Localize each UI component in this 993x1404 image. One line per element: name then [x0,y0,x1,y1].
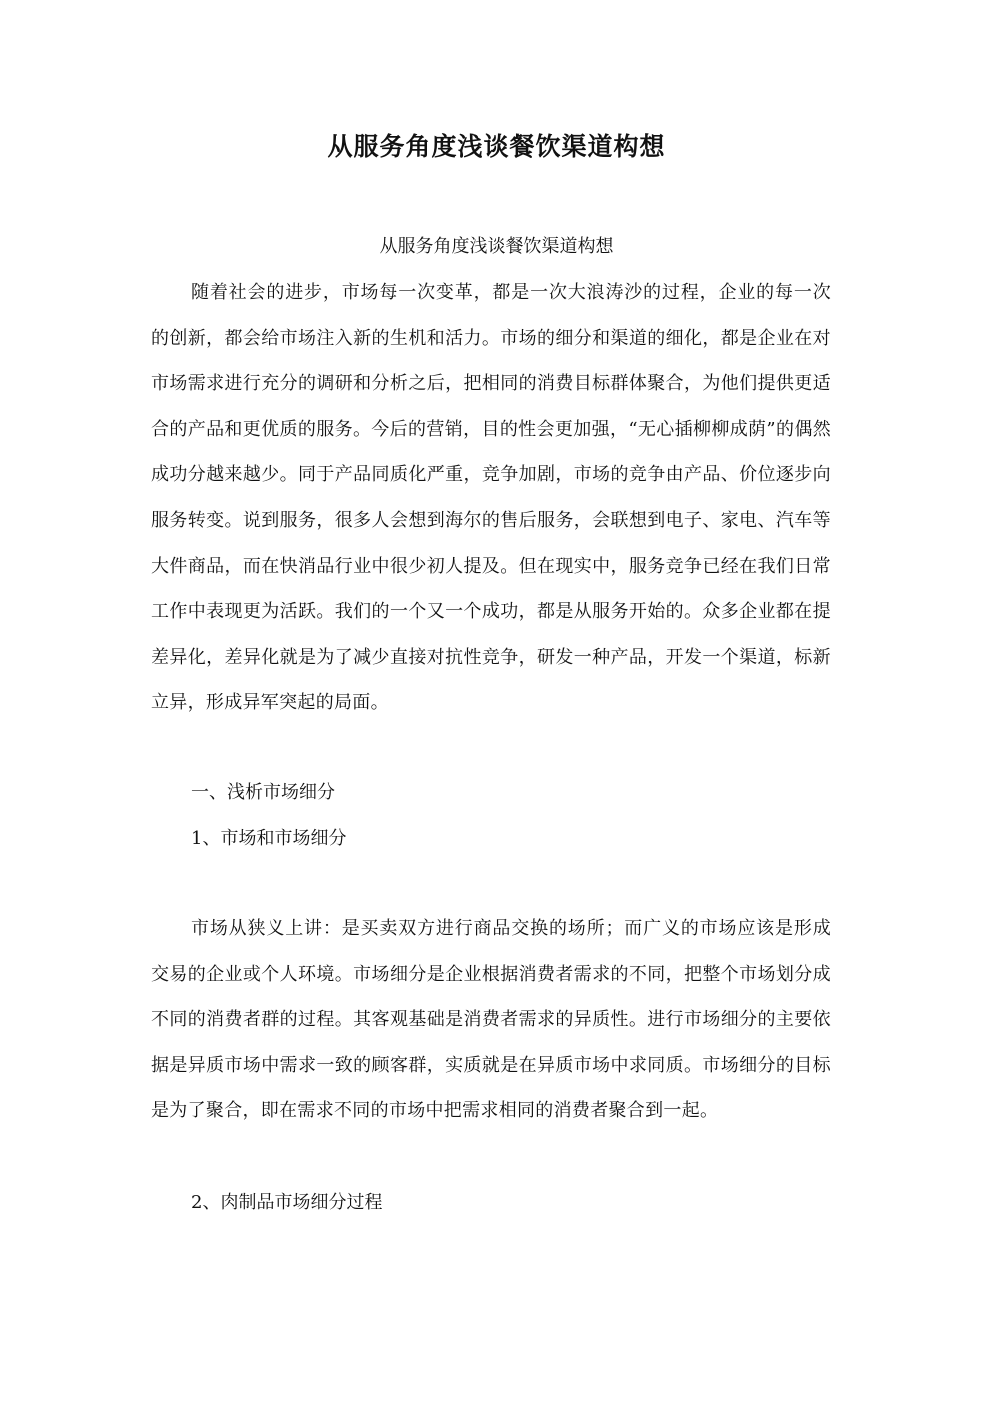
market-paragraph: 市场从狭义上讲：是买卖双方进行商品交换的场所；而广义的市场应该是形成交易的企业或个人环境。市场细分是企业根据消费者需求的不同，把整个市场划分成不同的消费者群的过程。其客观基础是消费者需求的异质性。进行市场细分的主要依据是异质市场中需求一致的顾客群，实质就是在异质市场中求同质。市场细分的目标是为了聚合，即在需求不同的市场中把需求相同的消费者聚合到一起。 [151,918,831,1122]
subsection-heading-2: 2、肉制品市场细分过程 [191,1192,383,1213]
subsection-heading-1: 1、市场和市场细分 [191,828,347,849]
document-title: 从服务角度浅谈餐饮渠道构想 [327,132,666,161]
section-heading-1: 一、浅析市场细分 [191,782,335,803]
document-subtitle: 从服务角度浅谈餐饮渠道构想 [379,236,614,257]
intro-paragraph: 随着社会的进步，市场每一次变革，都是一次大浪涛沙的过程，企业的每一次的创新，都会给市场注入新的生机和活力。市场的细分和渠道的细化，都是企业在对市场需求进行充分的调研和分析之后，把相同的消费目标群体聚合，为他们提供更适合的产品和更优质的服务。今后的营销，目的性会更加强，“无心插柳柳成荫”的偶然成功分越来越少。同于产品同质化严重，竞争加剧，市场的竞争由产品、价位逐步向服务转变。说到服务，很多人会想到海尔的售后服务，会联想到电子、家电、汽车等大件商品，而在快消品行业中很少初人提及。但在现实中，服务竞争已经在我们日常工作中表现更为活跃。我们的一个又一个成功，都是从服务开始的。众多企业都在提差异化，差异化就是为了减少直接对抗性竞争，研发一种产品，开发一个渠道，标新立异，形成异军突起的局面。 [151,282,831,714]
